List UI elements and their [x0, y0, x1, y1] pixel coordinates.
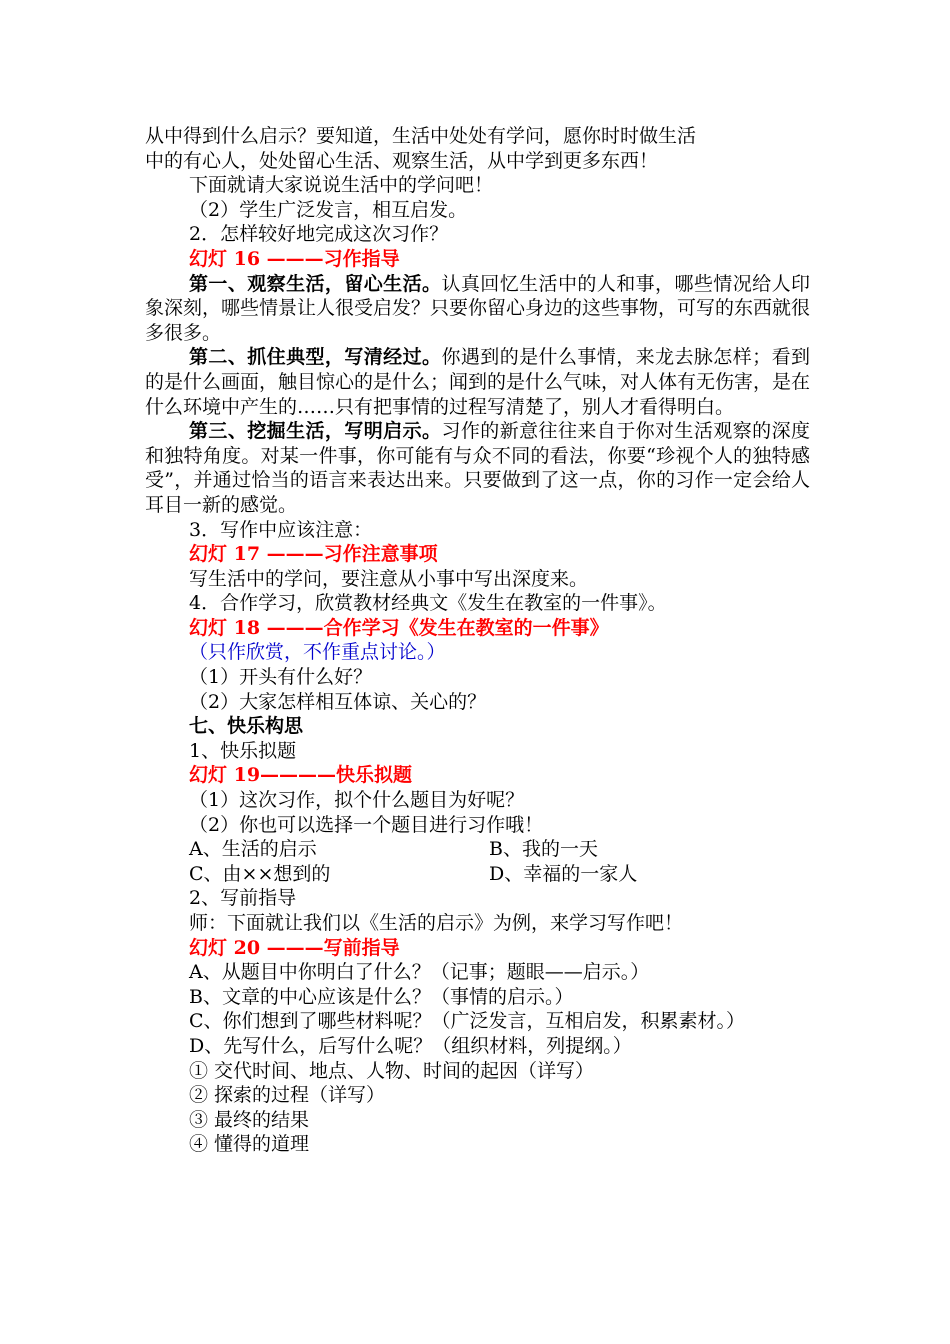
guide-b: B、文章的中心应该是什么？（事情的启示。）	[189, 985, 574, 1008]
text-line: （2）学生广泛发言，相互启发。	[189, 198, 468, 221]
slide-18-title: 幻灯 18 ———合作学习《发生在教室的一件事》	[189, 616, 609, 639]
subsection-1: 1、快乐拟题	[189, 739, 297, 762]
option-d: D、幸福的一家人	[489, 862, 638, 885]
option-row	[145, 862, 810, 887]
paragraph-heading: 第三、挖掘生活，写明启示。	[189, 420, 442, 443]
teacher-line: 师：下面就让我们以《生活的启示》为例，来学习写作吧！	[189, 912, 684, 934]
text-line: 中的有心人，处处留心生活、观察生活，从中学到更多东西！	[145, 149, 659, 172]
text-line: 从中得到什么启示？要知道，生活中处处有学问，愿你时时做生活	[145, 125, 697, 147]
outline-step: ② 探索的过程（详写）	[189, 1084, 386, 1107]
outline-step: ① 交代时间、地点、人物、时间的起因（详写）	[189, 1059, 595, 1082]
question: （1）这次习作，拟个什么题目为好呢？	[189, 789, 525, 812]
guide-c: C、你们想到了哪些材料呢？（广泛发言，互相启发，积累素材。）	[189, 1010, 746, 1033]
text-line: 写生活中的学问，要注意从小事中写出深度来。	[189, 567, 589, 590]
option-row	[145, 837, 810, 862]
section-7-heading: 七、快乐构思	[189, 715, 304, 738]
paragraph-heading: 第一、观察生活，留心生活。	[189, 272, 442, 295]
paragraph-typical	[145, 345, 810, 419]
slide-18-note: （只作欣赏，不作重点讨论。）	[189, 641, 446, 664]
slide-19-title: 幻灯 19————快乐拟题	[189, 764, 413, 787]
option-c: C、由××想到的	[189, 862, 331, 885]
question: （2）大家怎样相互体谅、关心的？	[189, 690, 487, 713]
paragraph-text: 你遇到的是什么事情，来龙去脉怎样；看到的是什么画面，触目惊心的是什么；闻到的是什么气味，对人体有无伤害，是在什么环境中产生的……只有把事情的过程写清楚了，别人才看得明白。	[145, 346, 811, 418]
outline-step: ④ 懂得的道理	[189, 1133, 310, 1156]
paragraph-text: 认真回忆生活中的人和事，哪些情况给人印象深刻，哪些情景让人很受启发？只要你留心身边的这些事物，可写的东西就很多很多。	[145, 272, 811, 344]
paragraph-observe	[145, 272, 810, 346]
document-body	[145, 124, 810, 1157]
section-4: 4．合作学习，欣赏教材经典文《发生在教室的一件事》。	[189, 592, 667, 615]
guide-a: A、从题目中你明白了什么？（记事；题眼——启示。）	[189, 961, 650, 984]
paragraph-insight	[145, 419, 810, 517]
question: （2）你也可以选择一个题目进行习作哦！	[189, 813, 544, 836]
text-line: 下面就请大家说说生活中的学问吧！	[189, 174, 494, 197]
slide-17-title: 幻灯 17 ———习作注意事项	[189, 543, 438, 566]
slide-20-title: 幻灯 20 ———写前指导	[189, 936, 400, 959]
text-line: 2．怎样较好地完成这次习作？	[189, 223, 449, 246]
subsection-2: 2、写前指导	[189, 887, 297, 910]
outline-step: ③ 最终的结果	[189, 1108, 310, 1131]
option-a: A、生活的启示	[189, 838, 317, 861]
paragraph-text: 习作的新意往往来自于你对生活观察的深度和独特角度。对某一件事，你可能有与众不同的看法，你要“珍视个人的独特感受”，并通过恰当的语言来表达出来。只要做到了这一点，你的习作一定会给人耳目一新的感觉。	[145, 420, 810, 516]
option-b: B、我的一天	[489, 838, 598, 861]
question: （1）开头有什么好？	[189, 666, 373, 689]
section-3: 3．写作中应该注意：	[189, 518, 373, 541]
slide-16-title: 幻灯 16 ———习作指导	[189, 247, 400, 270]
guide-d: D、先写什么，后写什么呢？（组织材料，列提纲。）	[189, 1034, 632, 1057]
paragraph-heading: 第二、抓住典型，写清经过。	[189, 346, 442, 369]
